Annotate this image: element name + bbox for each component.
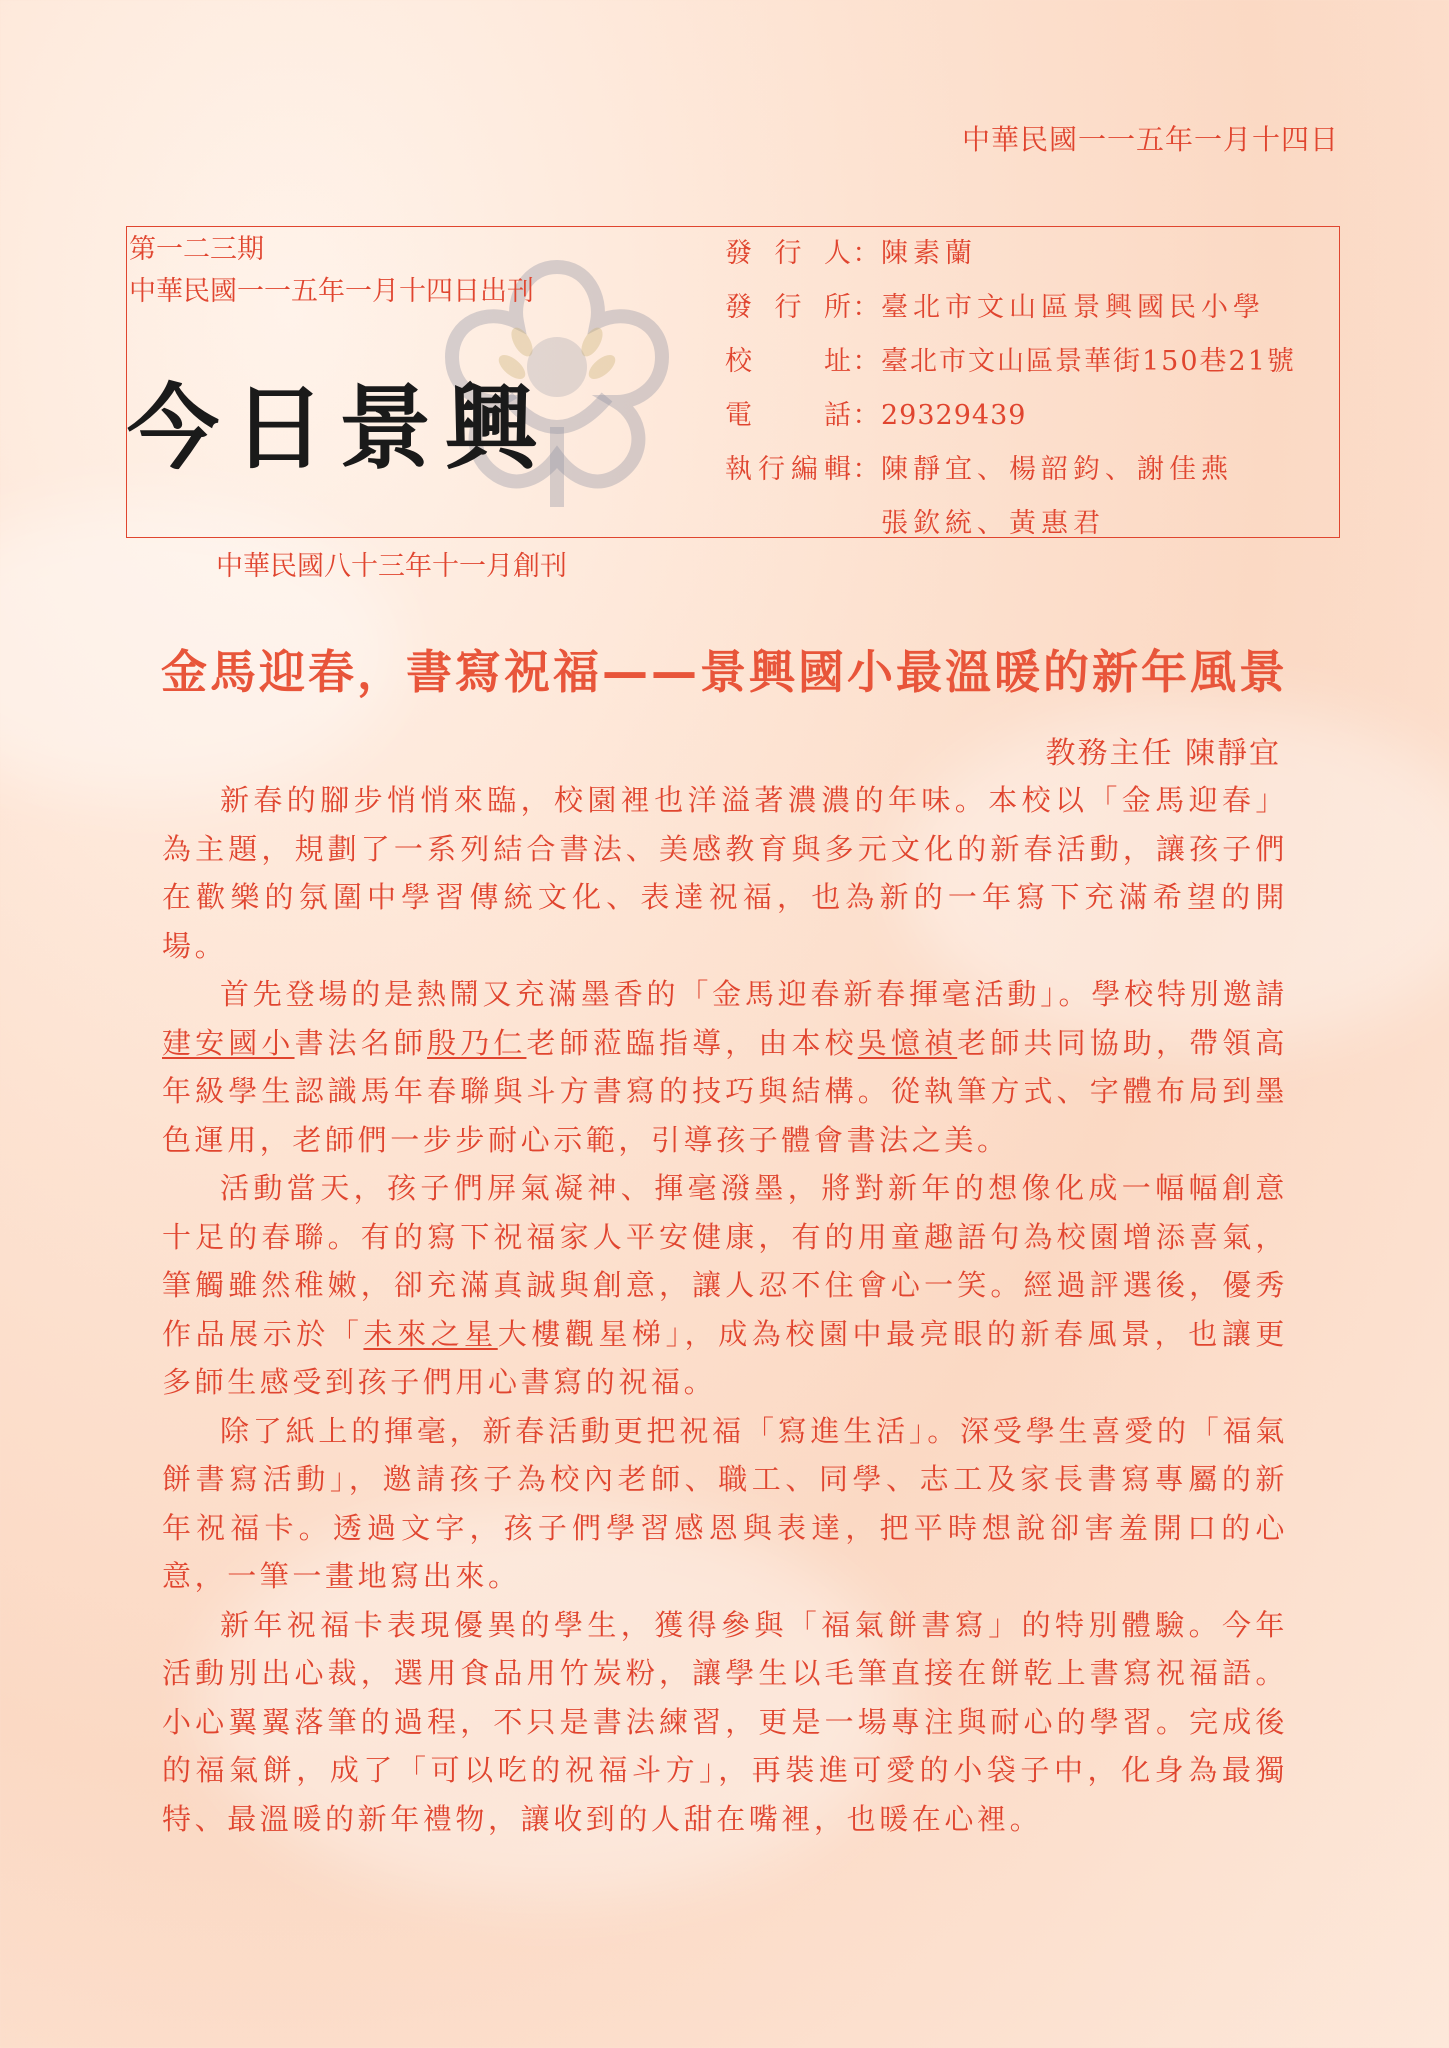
publication-info <box>725 227 1296 551</box>
paragraph-2 <box>162 970 1288 1164</box>
editors-row-2 <box>725 497 1296 551</box>
school-name-link: 建安國小 <box>162 1025 295 1060</box>
text-span: 老師蒞臨指導，由本校 <box>526 1025 858 1060</box>
publisher-value: 陳素蘭 <box>881 238 977 269</box>
address-label: 校址 <box>725 346 851 377</box>
article-title: 金馬迎春，書寫祝福——景興國小最溫暖的新年風景 <box>161 645 1288 699</box>
editors-value-line2: 張欽統、黃惠君 <box>881 508 1105 539</box>
issue-date: 中華民國一一五年一月十四日出刊 <box>129 276 534 307</box>
colon: ： <box>852 238 880 269</box>
paragraph-5: 新年祝福卡表現優異的學生，獲得參與「福氣餅書寫」的特別體驗。今年活動別出心裁，選用食品用竹炭粉，讓學生以毛筆直接在餅乾上書寫祝福語。小心翼翼落筆的過程，不只是書法練習，更是一場專注與耐心的學習。完成後的福氣餅，成了「可以吃的祝福斗方」，再裝進可愛的小袋子中，化身為最獨特、最溫暖的新年禮物，讓收到的人甜在嘴裡，也暖在心裡。 <box>162 1607 1288 1836</box>
building-name: 未來之星 <box>363 1316 498 1351</box>
publisher-row <box>725 227 1296 281</box>
colon: ： <box>852 346 880 377</box>
text-span: 活動當天，孩子們屏氣凝神、揮毫潑墨，將對新年的想像化成一幅幅創意十足的春聯。有的寫下祝福家人平安健康，有的用童趣語句為校園增添喜氣，筆觸雖然稚嫩，卻充滿真誠與創意，讓人忍不住會心一笑。經過評選後，優秀作品展示於「 <box>162 1171 1288 1351</box>
phone-value: 29329439 <box>881 400 1027 431</box>
editors-row <box>725 443 1296 497</box>
publication-date: 中華民國一一五年一月十四日 <box>961 123 1339 156</box>
issue-number: 第一二三期 <box>129 234 264 265</box>
office-value: 臺北市文山區景興國民小學 <box>881 292 1265 323</box>
colon: ： <box>852 454 880 485</box>
editors-label: 執行編輯 <box>725 454 851 485</box>
text-span: 首先登場的是熱鬧又充滿墨香的「金馬迎春新春揮毫活動」。學校特別邀請 <box>220 977 1288 1011</box>
article-author: 教務主任 陳靜宜 <box>1045 736 1281 771</box>
founded-date: 中華民國八十三年十一月創刊 <box>216 551 567 582</box>
publisher-label: 發行人 <box>725 238 851 269</box>
office-row <box>725 281 1296 335</box>
editors-value-line1: 陳靜宜、楊韶鈞、謝佳燕 <box>881 454 1233 485</box>
masthead-box <box>126 226 1340 538</box>
article-body <box>162 776 1288 1843</box>
phone-row <box>725 389 1296 443</box>
phone-label: 電話 <box>725 400 851 431</box>
colon: ： <box>852 292 880 323</box>
colon: ： <box>852 400 880 431</box>
teacher-name: 吳憶禎 <box>857 1025 958 1060</box>
paragraph-4: 除了紙上的揮毫，新春活動更把祝福「寫進生活」。深受學生喜愛的「福氣餅書寫活動」，邀請孩子為校內老師、職工、同學、志工及家長書寫專屬的新年祝福卡。透過文字，孩子們學習感恩與表達，把平時想說卻害羞開口的心意，一筆一畫地寫出來。 <box>162 1413 1288 1593</box>
text-span: 老師共同協助，帶領高年級學生認識馬年春聯與斗方書寫的技巧與結構。從執筆方式、字體布局到墨色運用，老師們一步步耐心示範，引導孩子體會書法之美。 <box>162 1025 1288 1157</box>
newspaper-title: 今日景興 <box>127 375 552 482</box>
paragraph-3 <box>162 1164 1288 1407</box>
text-span: 大樓觀星梯」，成為校園中最亮眼的新春風景，也讓更多師生感受到孩子們用心書寫的祝福。 <box>162 1316 1288 1399</box>
text-span: 書法名師 <box>294 1025 428 1060</box>
teacher-name: 殷乃仁 <box>427 1025 527 1060</box>
office-label: 發行所 <box>725 292 851 323</box>
paragraph-1: 新春的腳步悄悄來臨，校園裡也洋溢著濃濃的年味。本校以「金馬迎春」為主題，規劃了一系列結合書法、美感教育與多元文化的新春活動，讓孩子們在歡樂的氛圍中學習傳統文化、表達祝福，也為新的一年寫下充滿希望的開場。 <box>162 783 1288 963</box>
address-row <box>725 335 1296 389</box>
address-value: 臺北市文山區景華街150巷21號 <box>881 346 1296 377</box>
